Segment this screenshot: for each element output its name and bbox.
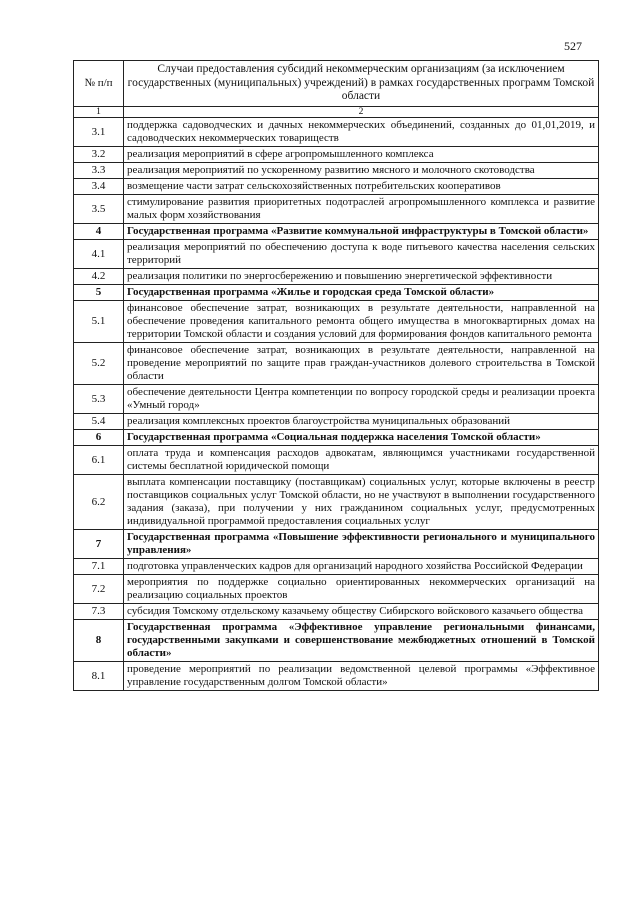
row-description: оплата труда и компенсация расходов адвокатам, являющимся участниками государственной системы бесплатной юридической помощи [124, 446, 599, 475]
table-row [74, 269, 599, 285]
row-number: 3.2 [74, 147, 124, 163]
row-number: 5.4 [74, 414, 124, 430]
table-row [74, 240, 599, 269]
column-index-2: 2 [124, 107, 599, 118]
row-description: реализация политики по энергосбережению и повышению энергетической эффективности [124, 269, 599, 285]
row-description: реализация комплексных проектов благоустройства муниципальных образований [124, 414, 599, 430]
row-number: 3.4 [74, 179, 124, 195]
table-header-row [74, 61, 599, 107]
program-title: Государственная программа «Развитие коммунальной инфраструктуры в Томской области» [124, 224, 599, 240]
column-index-1: 1 [74, 107, 124, 118]
program-row [74, 224, 599, 240]
row-number: 6.1 [74, 446, 124, 475]
table-row [74, 604, 599, 620]
row-number: 5.3 [74, 385, 124, 414]
row-number: 3.1 [74, 118, 124, 147]
row-description: финансовое обеспечение затрат, возникающих в результате деятельности, направленной на обеспечение проведения капитального ремонта общего имущества в многоквартирных домах на территории Томской области и создания условий для формирования фондов капитального ремонта [124, 301, 599, 343]
table-row [74, 385, 599, 414]
table-row [74, 118, 599, 147]
table-row [74, 475, 599, 530]
row-description: реализация мероприятий по ускоренному развитию мясного и молочного скотоводства [124, 163, 599, 179]
program-row [74, 430, 599, 446]
row-description: обеспечение деятельности Центра компетенции по вопросу городской среды и реализации проекта «Умный город» [124, 385, 599, 414]
row-number: 7.2 [74, 575, 124, 604]
row-number: 8 [74, 620, 124, 662]
header-number-column: № п/п [74, 61, 124, 107]
row-number: 6.2 [74, 475, 124, 530]
row-number: 7 [74, 530, 124, 559]
row-number: 8.1 [74, 662, 124, 691]
program-title: Государственная программа «Жилье и городская среда Томской области» [124, 285, 599, 301]
table-row [74, 179, 599, 195]
row-number: 5.2 [74, 343, 124, 385]
table-row [74, 147, 599, 163]
row-number: 4.1 [74, 240, 124, 269]
table-row [74, 575, 599, 604]
program-title: Государственная программа «Социальная поддержка населения Томской области» [124, 430, 599, 446]
table-row [74, 559, 599, 575]
row-description: поддержка садоводческих и дачных некоммерческих объединений, созданных до 01,01,2019, и садоводческих некоммерческих товариществ [124, 118, 599, 147]
row-number: 3.3 [74, 163, 124, 179]
row-number: 7.3 [74, 604, 124, 620]
row-description: реализация мероприятий в сфере агропромышленного комплекса [124, 147, 599, 163]
row-number: 3.5 [74, 195, 124, 224]
row-description: стимулирование развития приоритетных подотраслей агропромышленного комплекса и развитие малых форм хозяйствования [124, 195, 599, 224]
row-number: 6 [74, 430, 124, 446]
row-description: субсидия Томскому отдельскому казачьему обществу Сибирского войскового казачьего общества [124, 604, 599, 620]
row-number: 7.1 [74, 559, 124, 575]
row-description: проведение мероприятий по реализации ведомственной целевой программы «Эффективное управление государственным долгом Томской области» [124, 662, 599, 691]
table-row [74, 446, 599, 475]
program-row [74, 530, 599, 559]
table-row [74, 414, 599, 430]
table-row [74, 301, 599, 343]
row-description: мероприятия по поддержке социально ориентированных некоммерческих организаций на реализацию социальных проектов [124, 575, 599, 604]
table-row [74, 195, 599, 224]
row-description: финансовое обеспечение затрат, возникающих в результате деятельности, направленной на проведение мероприятий по защите прав граждан-участников долевого строительства в Томской области [124, 343, 599, 385]
row-description: возмещение части затрат сельскохозяйственных потребительских кооперативов [124, 179, 599, 195]
page-number: 527 [564, 39, 582, 53]
program-row [74, 620, 599, 662]
row-description: выплата компенсации поставщику (поставщикам) социальных услуг, которые включены в реестр поставщиков социальных услуг Томской области, но не участвуют в выполнении государственного задания (заказа), при получении у них гражданином социальных услуг, предусмотренных индивидуальной программой предоставления социальных услуг [124, 475, 599, 530]
row-description: подготовка управленческих кадров для организаций народного хозяйства Российской Федерации [124, 559, 599, 575]
table-row [74, 343, 599, 385]
row-description: реализация мероприятий по обеспечению доступа к воде питьевого качества населения сельских территорий [124, 240, 599, 269]
column-index-row [74, 107, 599, 118]
row-number: 4.2 [74, 269, 124, 285]
program-title: Государственная программа «Эффективное управление региональными финансами, государственными закупками и совершенствование межбюджетных отношений в Томской области» [124, 620, 599, 662]
row-number: 4 [74, 224, 124, 240]
row-number: 5 [74, 285, 124, 301]
header-cases-column: Случаи предоставления субсидий некоммерческим организациям (за исключением государственных (муниципальных) учреждений) в рамках государственных программ Томской области [124, 61, 599, 107]
row-number: 5.1 [74, 301, 124, 343]
table-row [74, 662, 599, 691]
table-row [74, 163, 599, 179]
program-row [74, 285, 599, 301]
subsidy-cases-table [73, 60, 599, 691]
program-title: Государственная программа «Повышение эффективности регионального и муниципального управления» [124, 530, 599, 559]
